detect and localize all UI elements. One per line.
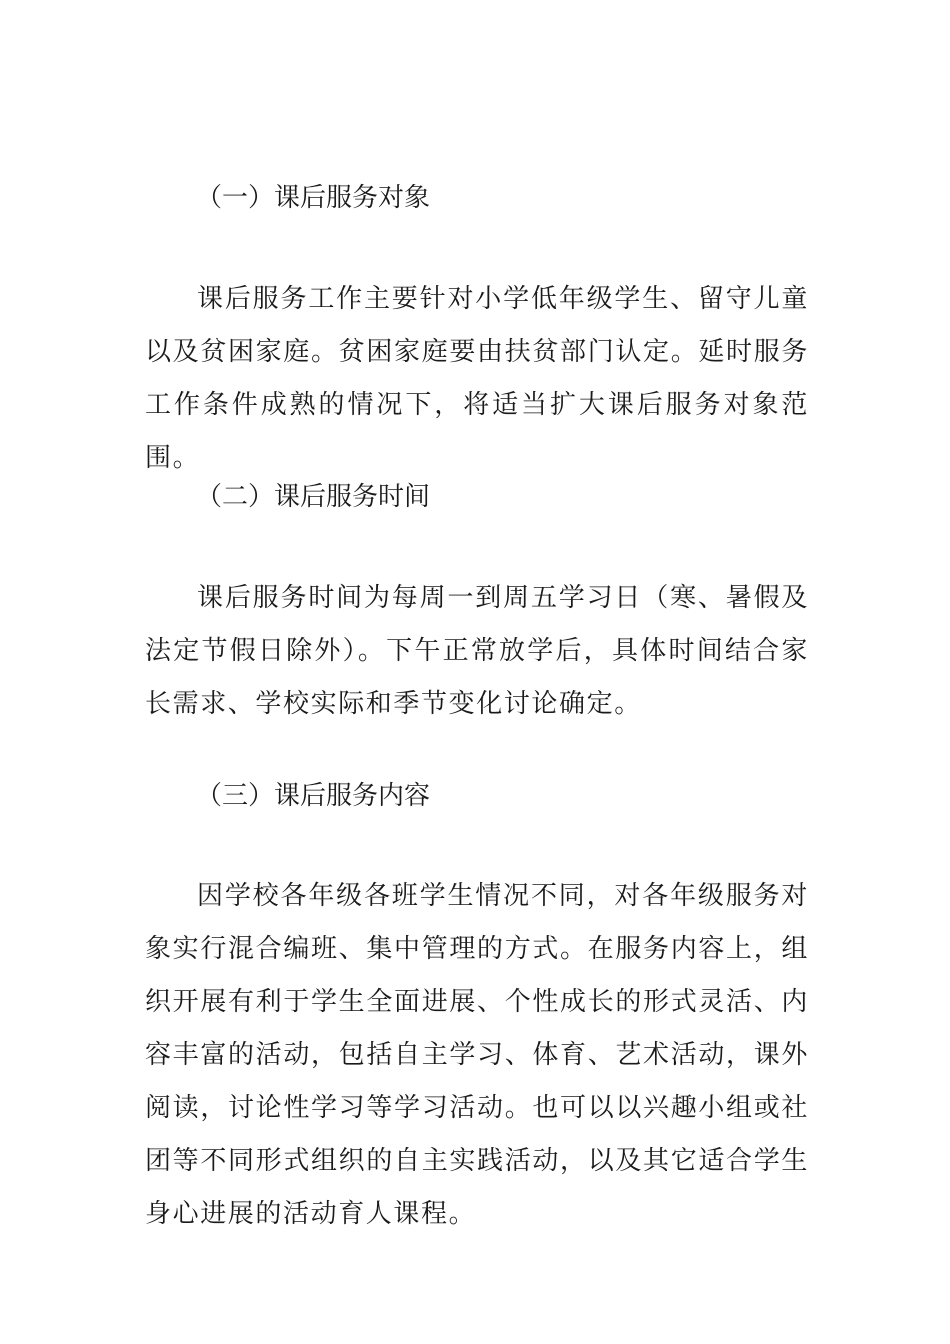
section-body-3: 因学校各年级各班学生情况不同，对各年级服务对象实行混合编班、集中管理的方式。在服务内容上，组织开展有利于学生全面进展、个性成长的形式灵活、内容丰富的活动，包括自主学习、体育、艺术活动，课外阅读，讨论性学习等学习活动。也可以以兴趣小组或社团等不同形式组织的自主实践活动，以及其它适合学生身心进展的活动育人课程。 [145,881,809,1229]
section-heading-3: （三）课后服务内容 [196,781,431,811]
section-heading-1: （一）课后服务对象 [196,183,431,213]
section-body-1: 课后服务工作主要针对小学低年级学生、留守儿童以及贫困家庭。贫困家庭要由扶贫部门认定。延时服务工作条件成熟的情况下，将适当扩大课后服务对象范围。 [145,284,809,473]
section-heading-2: （二）课后服务时间 [196,482,431,512]
section-body-2: 课后服务时间为每周一到周五学习日（寒、暑假及法定节假日除外）。下午正常放学后，具体时间结合家长需求、学校实际和季节变化讨论确定。 [145,583,809,719]
